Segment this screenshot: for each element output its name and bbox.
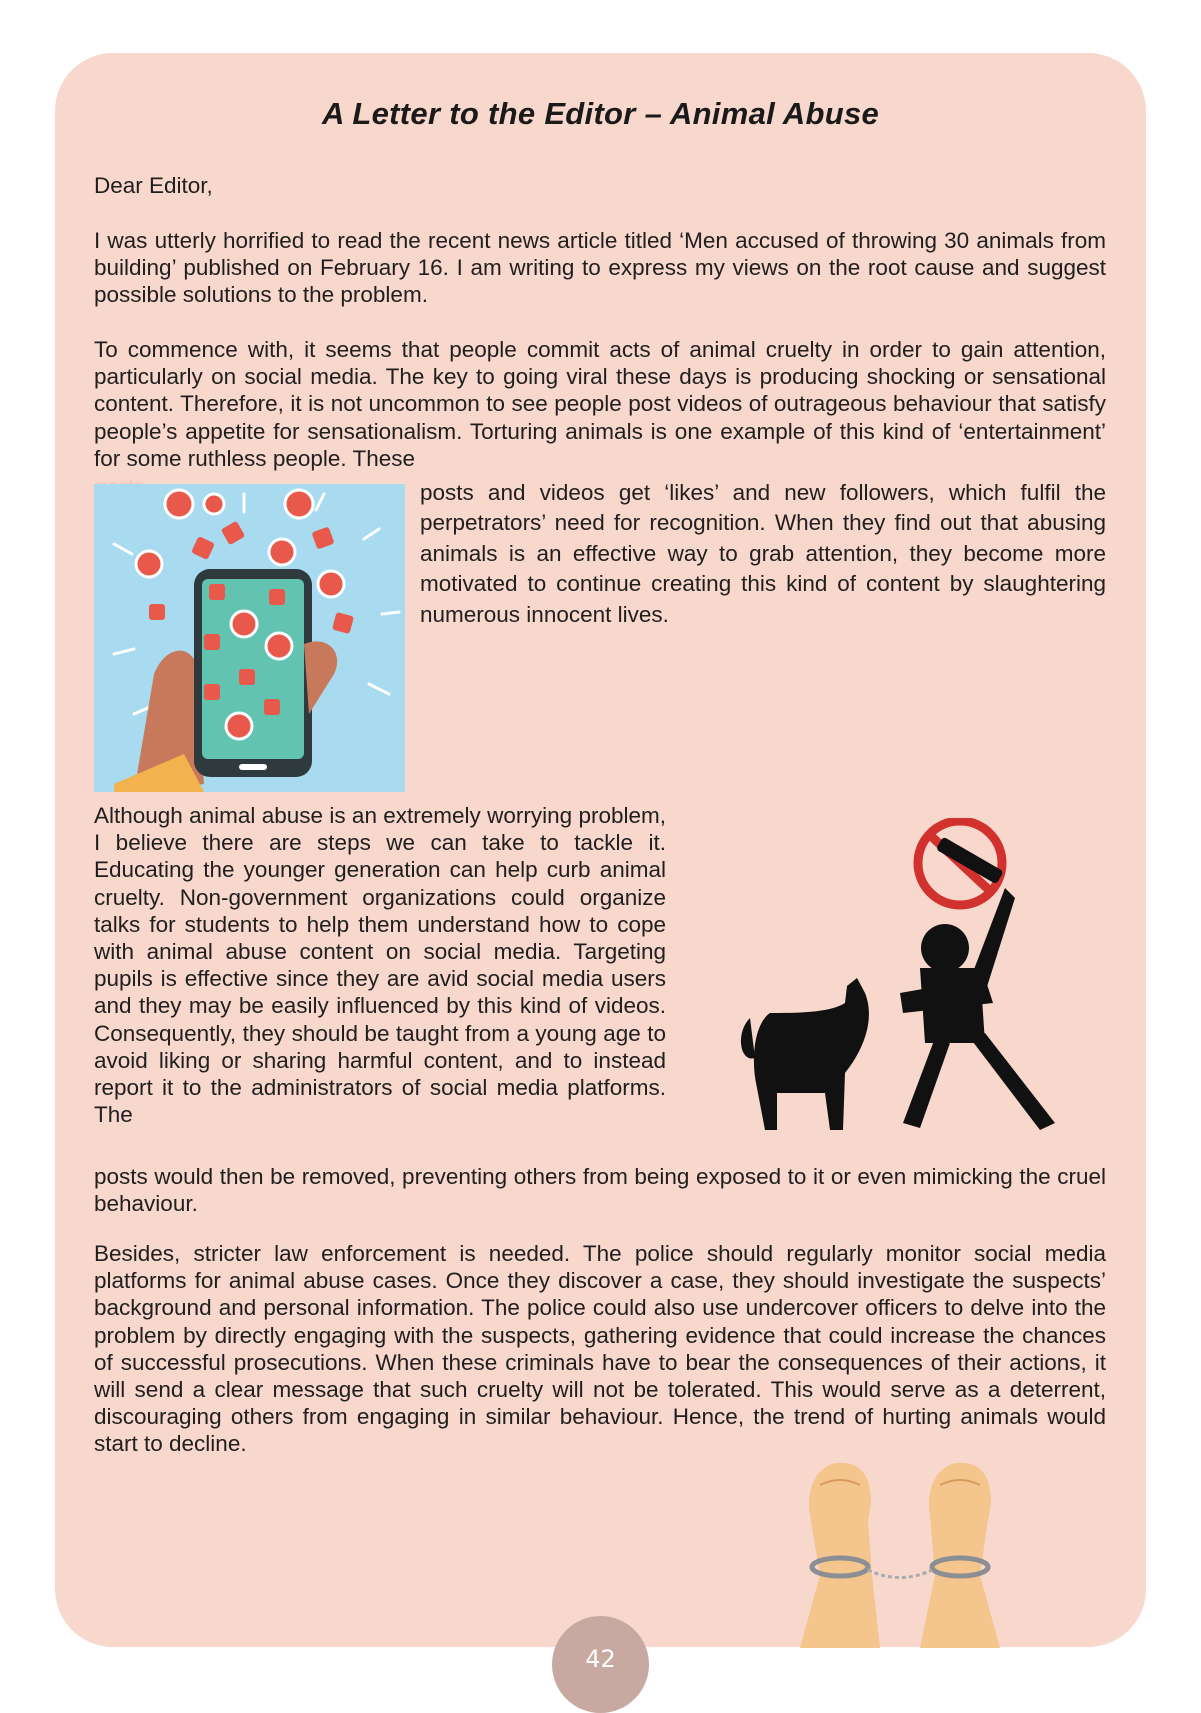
paragraph-3-left: Although animal abuse is an extremely worrying problem, I believe there are steps we can take to tackle it. Educating the younger generation can help curb animal cruelty. Non-government organizations could organize talks for students to help them understand how to cope with animal abuse content on social media. Targeting pupils is effective since they are avid social media users and they may be easily influenced by this kind of videos. Consequently, they should be taught from a young age to avoid liking or sharing harmful content, and to instead report it to the administrators of social media platforms. The	[94, 803, 666, 1128]
paragraph-2-wrap: posts and videos get ‘likes’ and new followers, which fulfil the perpetrators’ need for recognition. When they find out that abusing animals is an effective way to grab attention, they become more motivated to continue creating this kind of content by slaughtering numerous innocent lives.	[420, 480, 1106, 627]
paragraph-3-bottom: posts would then be removed, preventing others from being exposed to it or even mimicking the cruel behaviour.	[94, 1164, 1106, 1217]
phone-hand-icon	[94, 484, 405, 792]
paragraph-1: I was utterly horrified to read the recent news article titled ‘Men accused of throwing 30 animals from building’ published on February 16. I am writing to express my views on the root cause and suggest possible solutions to the problem.	[94, 228, 1106, 308]
letter-title: A Letter to the Editor – Animal Abuse	[321, 96, 880, 131]
handcuffs-icon	[780, 1455, 1020, 1648]
salutation: Dear Editor,	[94, 173, 213, 198]
paragraph-4: Besides, stricter law enforcement is needed. The police should regularly monitor social media platforms for animal abuse cases. Once they discover a case, they should investigate the suspects’ background and personal information. The police could also use undercover officers to delve into the problem by directly engaging with the suspects, gathering evidence that could increase the chances of successful prosecutions. When these criminals have to bear the consequences of their actions, it will send a clear message that such cruelty will not be tolerated. This would serve as a deterrent, discouraging others from engaging in similar behaviour. Hence, the trend of hurting animals would start to decline.	[94, 1241, 1106, 1457]
paragraph-2-top: To commence with, it seems that people commit acts of animal cruelty in order to gain attention, particularly on social media. The key to going viral these days is producing shocking or sensational content. Therefore, it is not uncommon to see people post videos of outrageous behaviour that satisfy people’s appetite for sensationalism. Torturing animals is one example of this kind of ‘entertainment’ for some ruthless people. These	[94, 337, 1106, 471]
social-media-likes-illustration	[94, 484, 405, 792]
animal-abuse-prohibited-icon	[735, 818, 1065, 1143]
no-hitting-dog-icon	[735, 818, 1065, 1143]
page-number-badge: 42	[552, 1616, 649, 1713]
handcuffed-hands-illustration	[780, 1455, 1020, 1648]
